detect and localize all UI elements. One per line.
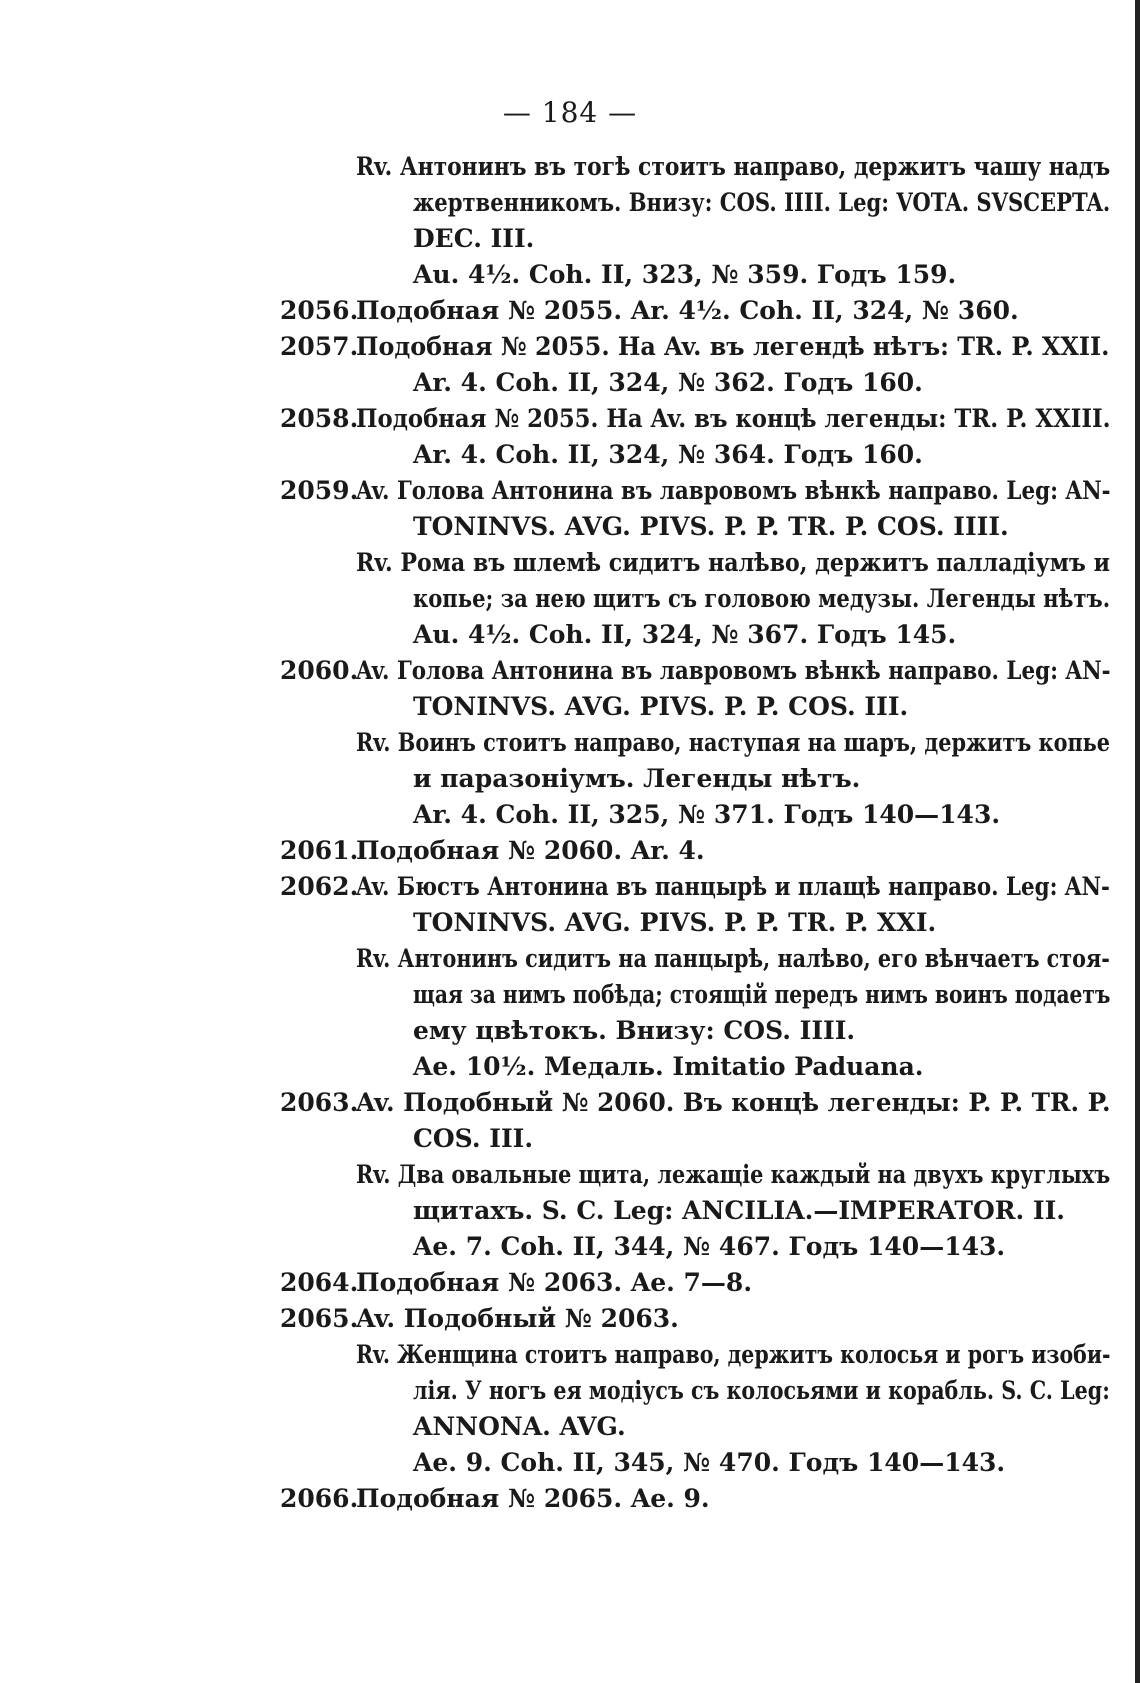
text-line: щая за нимъ побѣда; стоящій передъ нимъ воинъ подаетъ: [413, 980, 1111, 1009]
text-line: Rv. Антонинъ въ тогѣ стоитъ направо, держитъ чашу надъ: [356, 152, 1111, 181]
entry-number: 2057.: [280, 332, 359, 361]
page-number: — 184 —: [502, 96, 638, 129]
text-line: Av. Подобный № 2060. Въ концѣ легенды: P. P. TR. P.: [356, 1088, 1111, 1117]
text-line: Ar. 4. Coh. II, 324, № 362. Годъ 160.: [413, 368, 923, 397]
text-line: Rv. Два овальные щита, лежащіе каждый на двухъ круглыхъ: [356, 1160, 1111, 1189]
text-line: TONINVS. AVG. PIVS. P. P. TR. P. XXI.: [413, 908, 937, 937]
text-line: Ae. 10½. Медаль. Imitatio Paduana.: [413, 1052, 924, 1081]
text-line: Au. 4½. Coh. II, 323, № 359. Годъ 159.: [413, 260, 957, 289]
entry-number: 2059.: [280, 476, 359, 505]
entry-number: 2064.: [280, 1268, 359, 1297]
text-line: копье; за нею щитъ съ головою медузы. Легенды нѣтъ.: [413, 584, 1111, 613]
entry-number: 2062.: [280, 872, 359, 901]
text-line: Au. 4½. Coh. II, 324, № 367. Годъ 145.: [413, 620, 957, 649]
text-line: и паразоніумъ. Легенды нѣтъ.: [413, 764, 861, 793]
text-line: Подобная № 2065. Ae. 9.: [356, 1484, 710, 1513]
text-line: DEC. III.: [413, 224, 535, 253]
text-line: Rv. Воинъ стоитъ направо, наступая на шаръ, держитъ копье: [356, 728, 1111, 757]
text-line: лія. У ногъ ея модіусъ съ колосьями и корабль. S. C. Leg:: [413, 1376, 1110, 1405]
text-line: TONINVS. AVG. PIVS. P. P. COS. III.: [413, 692, 909, 721]
entry-number: 2058.: [280, 404, 359, 433]
text-line: ANNONA. AVG.: [413, 1412, 626, 1441]
entry-number: 2065.: [280, 1304, 359, 1333]
text-line: COS. III.: [413, 1124, 534, 1153]
text-line: Ar. 4. Coh. II, 325, № 371. Годъ 140—143.: [413, 800, 1001, 829]
text-line: Rv. Рома въ шлемѣ сидитъ налѣво, держитъ палладіумъ и: [356, 548, 1110, 577]
entry-number: 2063.: [280, 1088, 359, 1117]
text-line: Ae. 7. Coh. II, 344, № 467. Годъ 140—143.: [413, 1232, 1006, 1261]
entry-number: 2060.: [280, 656, 359, 685]
text-line: Подобная № 2063. Ae. 7—8.: [356, 1268, 753, 1297]
text-line: Подобная № 2055. На Av. въ легендѣ нѣтъ: TR. P. XXII.: [356, 332, 1110, 361]
text-line: Подобная № 2055. Ar. 4½. Coh. II, 324, № 360.: [356, 296, 1019, 325]
text-line: Av. Голова Антонина въ лавровомъ вѣнкѣ направо. Leg: AN-: [356, 476, 1111, 505]
text-line: ему цвѣтокъ. Внизу: COS. IIII.: [413, 1016, 856, 1045]
text-line: Rv. Антонинъ сидитъ на панцырѣ, налѣво, его вѣнчаетъ стоя-: [356, 944, 1110, 973]
text-line: Ae. 9. Coh. II, 345, № 470. Годъ 140—143.: [413, 1448, 1006, 1477]
text-line: TONINVS. AVG. PIVS. P. P. TR. P. COS. IIII.: [413, 512, 1009, 541]
entry-number: 2056.: [280, 296, 359, 325]
text-line: жертвенникомъ. Внизу: COS. IIII. Leg: VOTA. SVSCEPTA.: [413, 188, 1111, 217]
text-line: Ar. 4. Coh. II, 324, № 364. Годъ 160.: [413, 440, 923, 469]
entry-number: 2061.: [280, 836, 359, 865]
text-line: Av. Подобный № 2063.: [356, 1304, 679, 1333]
text-line: Av. Бюстъ Антонина въ панцырѣ и плащѣ направо. Leg: AN-: [356, 872, 1110, 901]
page-edge: [1135, 0, 1140, 1683]
entry-number: 2066.: [280, 1484, 359, 1513]
text-line: Подобная № 2055. На Av. въ концѣ легенды: TR. P. XXIII.: [356, 404, 1111, 433]
text-line: Подобная № 2060. Ar. 4.: [356, 836, 705, 865]
text-line: Av. Голова Антонина въ лавровомъ вѣнкѣ направо. Leg: AN-: [356, 656, 1111, 685]
text-line: Rv. Женщина стоитъ направо, держитъ колосья и рогъ изоби-: [356, 1340, 1111, 1369]
text-line: щитахъ. S. C. Leg: ANCILIA.—IMPERATOR. II.: [413, 1196, 1066, 1225]
